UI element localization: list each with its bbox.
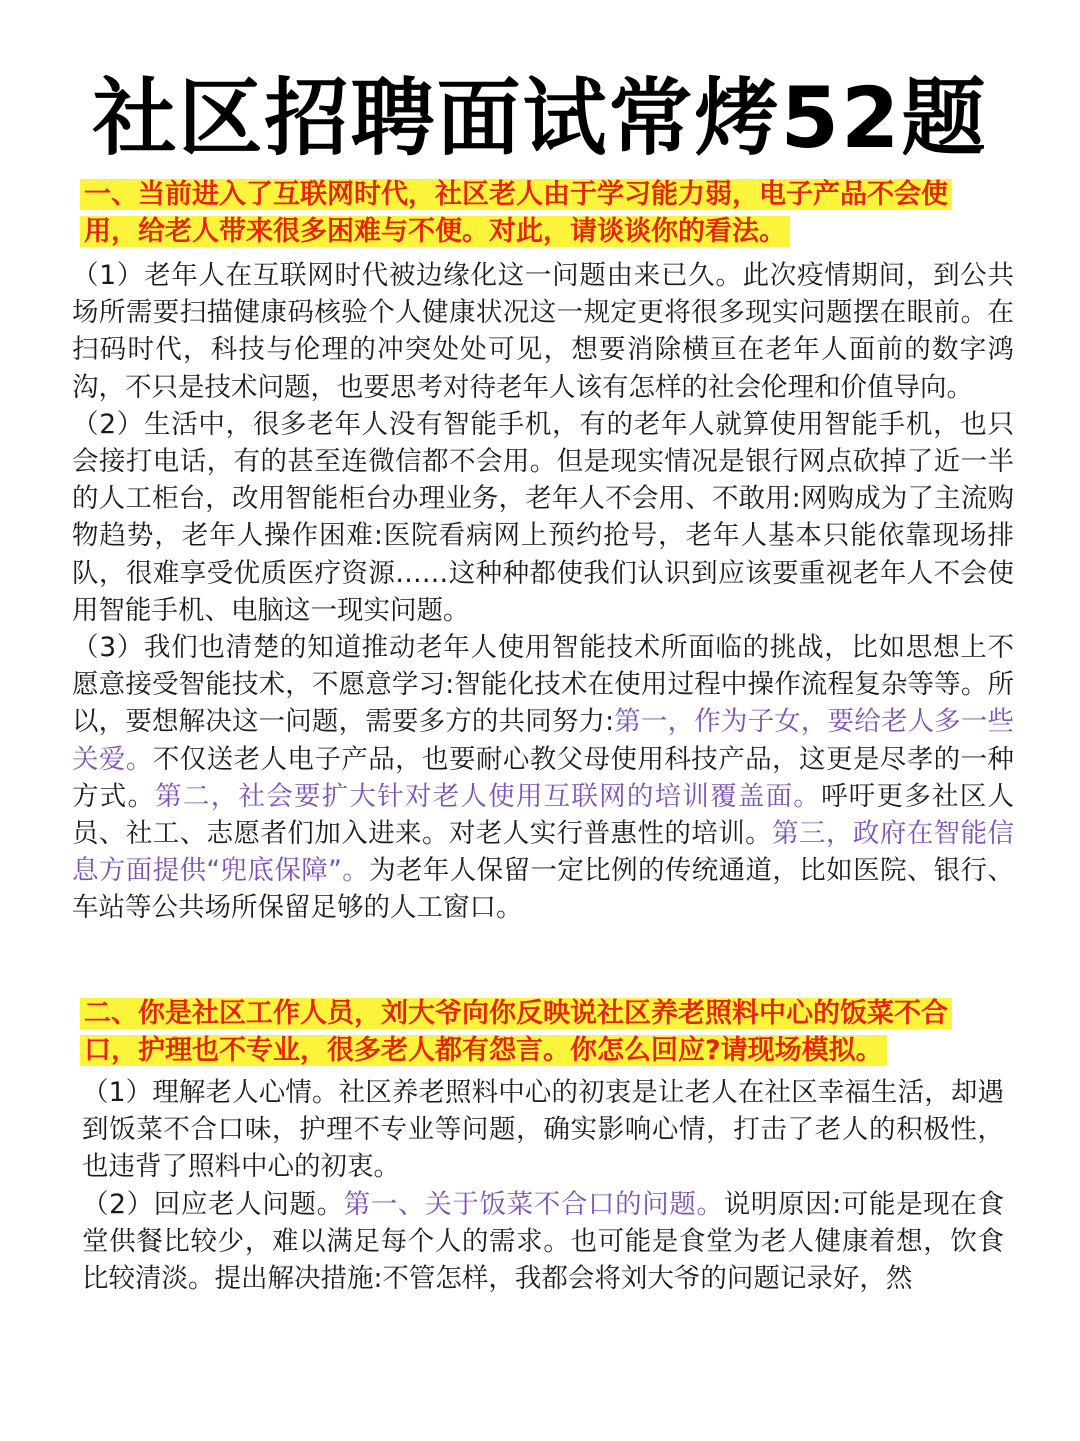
question-2 <box>0 995 1080 1297</box>
q2-point-1: 第一、关于饭菜不合口的问题。 <box>343 1188 724 1220</box>
q1-point-1: 第一，作为子女，要给老人多一些关爱。 <box>72 706 1014 775</box>
q2-p2-text: 说明原因:可能是现在食堂供餐比较少，难以满足每个人的需求。也可能是食堂为老人健康着想，饮食比较清淡。提出解决措施:不管怎样，我都会将刘大爷的问题记录好，然 <box>82 1188 1004 1295</box>
question-1-heading-text: 一、当前进入了互联网时代，社区老人由于学习能力弱，电子产品不会使用，给老人带来很多困难与不便。对此，请谈谈你的看法。 <box>80 179 952 247</box>
q1-p3-intro: （3）我们也清楚的知道推动老年人使用智能技术所面临的挑战，比如思想上不愿意接受智能技术，不愿意学习:智能化技术在使用过程中操作流程复杂等等。所以，要想解决这一问题，需要多方的共同努力: <box>72 632 1014 738</box>
q1-paragraph-3 <box>72 629 1014 927</box>
q2-paragraph-1: （1）理解老人心情。社区养老照料中心的初衷是让老人在社区幸福生活，却遇到饭菜不合口味，护理不专业等问题，确实影响心情，打击了老人的积极性，也违背了照料中心的初衷。 <box>82 1077 1004 1183</box>
page-title: 社区招聘面试常烤52题 <box>92 69 988 167</box>
q1-p3-text-1: 不仅送老人电子产品，也要耐心教父母使用科技产品，这更是尽孝的一种方式。 <box>72 743 1015 812</box>
q1-p3-text-2: 呼吁更多社区人员、社工、志愿者们加入进来。对老人实行普惠性的培训。 <box>72 780 1015 850</box>
question-2-answer <box>82 1074 1004 1297</box>
question-2-heading-text: 二、你是社区工作人员，刘大爷向你反映说社区养老照料中心的饭菜不合口，护理也不专业，很多老人都有怨言。你怎么回应?请现场模拟。 <box>80 998 952 1066</box>
q1-paragraph-1: （1）老年人在互联网时代被边缘化这一问题由来已久。此次疫情期间，到公共场所需要扫描健康码核验个人健康状况这一规定更将很多现实问题摆在眼前。在扫码时代，科技与伦理的冲突处处可见，想要消除横亘在老年人面前的数字鸿沟，不只是技术问题，也要思考对待老年人该有怎样的社会伦理和价值导向。 <box>72 260 1014 403</box>
q2-p2-intro: （2）回应老人问题。 <box>82 1188 344 1220</box>
q1-paragraph-2: （2）生活中，很多老年人没有智能手机，有的老年人就算使用智能手机，也只会接打电话，有的甚至连微信都不会用。但是现实情况是银行网点砍掉了近一半的人工柜台，改用智能柜台办理业务，老年人不会用、不敢用:网购成为了主流购物趋势，老年人操作困难:医院看病网上预约抢号，老年人基本只能依靠现场排队，很难享受优质医疗资源……这种种都使我们认识到应该要重视老年人不会使用智能手机、电脑这一现实问题。 <box>72 408 1014 626</box>
question-1-answer <box>72 257 1014 927</box>
q2-paragraph-2 <box>82 1186 1004 1298</box>
q1-point-3: 第三，政府在智能信息方面提供“兜底保障”。 <box>72 818 1015 887</box>
q1-point-2: 第二，社会要扩大针对老人使用互联网的培训覆盖面。 <box>155 780 822 812</box>
question-1-heading <box>80 176 995 250</box>
question-2-heading <box>80 995 995 1069</box>
q1-p3-text-3: 为老年人保留一定比例的传统通道，比如医院、银行、车站等公共场所保留足够的人工窗口。 <box>72 855 1015 924</box>
question-1 <box>0 176 1080 927</box>
